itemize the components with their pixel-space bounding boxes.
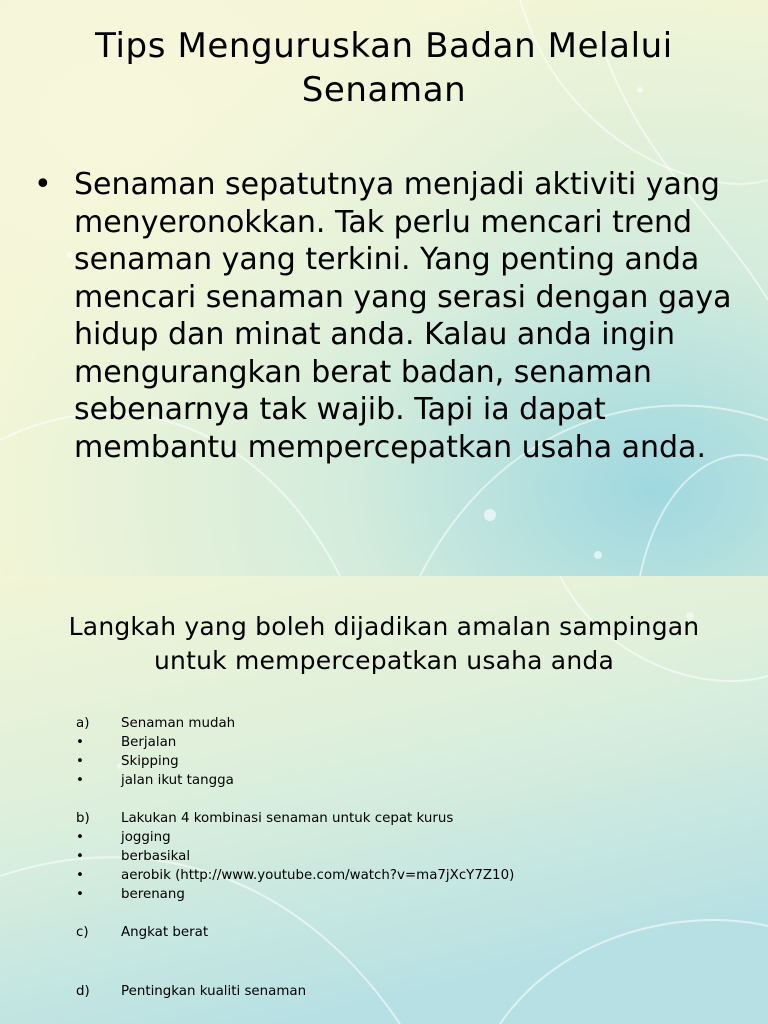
list-marker: c) — [76, 925, 89, 940]
list-marker: a) — [76, 716, 90, 731]
list-item — [76, 866, 736, 885]
slide-2-title: Langkah yang boleh dijadikan amalan sampingan untuk mempercepatkan usaha anda — [68, 612, 700, 675]
list-marker: • — [76, 887, 84, 902]
list-label: Skipping — [121, 754, 179, 769]
list-item — [76, 828, 736, 847]
list-label: Angkat berat — [121, 925, 209, 940]
list-marker: b) — [76, 811, 90, 826]
youtube-link[interactable]: aerobik (http://www.youtube.com/watch?v=ma7jXcY7Z10) — [121, 868, 515, 883]
list-label: berbasikal — [121, 849, 191, 864]
spacer — [76, 790, 736, 809]
steps-list — [76, 714, 736, 1001]
list-label: jogging — [121, 830, 171, 845]
list-item — [76, 752, 736, 771]
list-marker: • — [76, 868, 84, 883]
list-label: Senaman mudah — [121, 716, 236, 731]
list-item — [76, 982, 736, 1001]
list-label: Pentingkan kualiti senaman — [121, 984, 307, 999]
list-marker: • — [76, 735, 84, 750]
list-item — [76, 885, 736, 904]
spacer — [76, 904, 736, 923]
list-marker: • — [76, 773, 84, 788]
slide-1-body-text: Senaman sepatutnya menjadi aktiviti yang menyeronokkan. Tak perlu mencari trend senaman yang terkini. Yang penting anda mencari senaman yang serasi dengan gaya hidup dan minat anda. Kalau anda ingin mengurangkan berat badan, senaman sebenarnya tak wajib. Tapi ia dapat membantu mempercepatkan usaha anda. — [74, 167, 732, 465]
list-label: Lakukan 4 kombinasi senaman untuk cepat kurus — [121, 811, 454, 826]
list-label: berenang — [121, 887, 185, 902]
slide-1-bullet-item — [34, 166, 734, 466]
list-item — [76, 847, 736, 866]
list-label: Berjalan — [121, 735, 177, 750]
list-item — [76, 733, 736, 752]
list-item — [76, 923, 736, 942]
list-item — [76, 714, 736, 733]
list-label: jalan ikut tangga — [121, 773, 234, 788]
list-marker: • — [76, 754, 84, 769]
list-item — [76, 809, 736, 828]
spacer — [76, 942, 736, 982]
list-item — [76, 771, 736, 790]
list-marker: • — [76, 849, 84, 864]
bullet-marker: • — [34, 167, 52, 202]
slide-2 — [0, 576, 768, 1024]
list-marker: d) — [76, 984, 90, 999]
list-marker: • — [76, 830, 84, 845]
slide-1-title: Tips Menguruskan Badan Melalui Senaman — [95, 26, 673, 110]
